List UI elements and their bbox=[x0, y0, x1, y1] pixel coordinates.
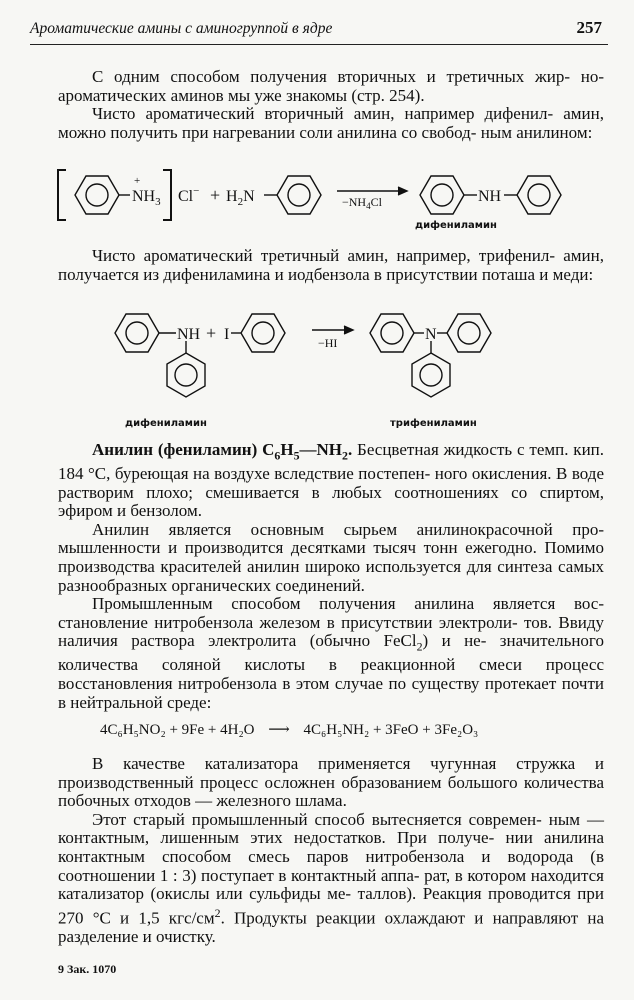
paragraph-2: Чисто ароматический вторичный амин, например дифенил- амин, можно получить при нагревании соли анилина со свобод- ным анилином: bbox=[58, 104, 604, 142]
plus-sign: + bbox=[206, 323, 217, 343]
benzene-ring bbox=[115, 314, 159, 352]
scheme-diphenylamine-synthesis bbox=[50, 160, 610, 240]
arrow-label: $-NH_4Cl$ bbox=[342, 195, 382, 211]
plus-sign: + bbox=[210, 185, 221, 205]
product-label-diphenylamine: дифениламин bbox=[415, 220, 497, 231]
text-block-2 bbox=[58, 247, 604, 284]
product-label-triphenylamine: трифениламин bbox=[390, 418, 477, 429]
paragraph-aniline: Анилин (фениламин) $C_6H_5—NH_2$. Бесцветная жидкость с темп. кип. 184 °С, буреющая на воздухе вследствие постепен- ного окисления. В воде растворим плохо; смешивается в любых соотношениях со спиртом, эфиром и бензолом. bbox=[58, 440, 605, 521]
arrow-label: −HI bbox=[318, 336, 338, 350]
paragraph-5: Анилин является основным сырьем анилинокрасочной про- мышленности и производится десятками тысяч тонн ежегодно. Помимо производства красителей анилин широко используется для синтеза самых разнообразных органических соединений. bbox=[58, 519, 604, 595]
equation-right: 4C₆H₅NH₂ + 3FeO + 3Fe₂O₃ bbox=[303, 722, 479, 738]
page-number: 257 bbox=[576, 18, 602, 37]
benzene-ring bbox=[517, 176, 561, 214]
benzene-ring bbox=[241, 314, 285, 352]
aniline-heading: Анилин (фениламин) $C_6H_5—NH_2$. bbox=[92, 440, 353, 463]
ammonium-group: $NH_3$ bbox=[132, 188, 161, 208]
benzene-ring bbox=[420, 176, 464, 214]
reduction-equation bbox=[100, 720, 560, 739]
running-title: Ароматические амины с аминогруппой в ядре bbox=[30, 20, 333, 37]
text-block-4 bbox=[58, 755, 604, 947]
equation-left: 4C₆H₅NO₂ + 9Fe + 4H₂O bbox=[100, 722, 255, 738]
scheme-triphenylamine-synthesis bbox=[100, 305, 520, 415]
paragraph-7: В качестве катализатора применяется чугунная стружка и производственный процесс осложнен образованием большого количества побочных отходов — железного шлама. bbox=[58, 754, 605, 811]
benzene-ring bbox=[412, 353, 450, 397]
equation-arrow: ⟶ bbox=[268, 722, 290, 738]
text-block-3 bbox=[58, 441, 604, 712]
paragraph-6: Промышленным способом получения анилина является вос- становление нитробензола железом в присутствии электроли- тов. Ввиду наличия раствора электролита (обычно FeCl$_2$) и не- значительного количества соляной кислоты в реакционной смеси процесс восстановления нитробензола в этом случае по существу протекает почти в нейтральной среде: bbox=[58, 594, 605, 712]
paragraph-8: Этот старый промышленный способ вытесняется современ- ным — контактным, лишенным этих недостатков. При получе- нии анилина контактным способом смесь паров нитробензола и водорода (в соотношении 1 : 3) поступает в контактный аппа- рат, в котором находится катализатор (окислы или сульфиды ме- таллов). Реакция проводится при 270 °С и 1,5 кгс/$см^2$. Продукты реакции охлаждают и направляют на разделение и очистку. bbox=[58, 809, 605, 946]
reactant-label-diphenylamine: дифениламин bbox=[125, 418, 207, 429]
paragraph-1: С одним способом получения вторичных и третичных жир- но-ароматических аминов мы уже знакомы (стр. 254). bbox=[58, 67, 604, 105]
running-header bbox=[30, 16, 608, 45]
benzene-ring bbox=[75, 176, 119, 214]
benzene-ring bbox=[167, 353, 205, 397]
benzene-ring bbox=[277, 176, 321, 214]
ammonium-charge: + bbox=[134, 175, 141, 187]
paragraph-3: Чисто ароматический третичный амин, например, трифенил- амин, получается из дифениламина и иодбензола в присутствии поташа и меди: bbox=[58, 246, 604, 284]
aniline-amine: $H_2N$ bbox=[226, 188, 255, 208]
intro-text bbox=[58, 68, 604, 142]
benzene-ring bbox=[370, 314, 414, 352]
printer-signature: 9 Зак. 1070 bbox=[58, 962, 117, 976]
iodine-atom: I bbox=[224, 326, 230, 343]
benzene-ring bbox=[447, 314, 491, 352]
chloride-ion: Cl− bbox=[178, 185, 200, 205]
nh-group: NH bbox=[177, 326, 201, 343]
nh-group: NH bbox=[478, 188, 502, 205]
nitrogen-atom: N bbox=[425, 326, 437, 343]
